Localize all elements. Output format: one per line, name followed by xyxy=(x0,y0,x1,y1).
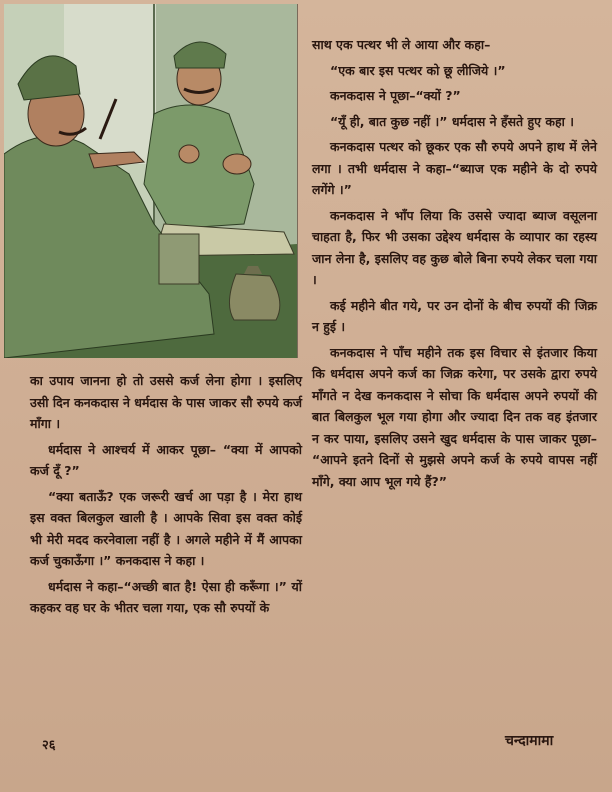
story-illustration xyxy=(4,4,298,358)
left-text-column xyxy=(30,370,302,623)
paragraph: धर्मदास ने कहा–“अच्छी बात है! ऐसा ही करूँगा ।” यों कहकर वह घर के भीतर चला गया, एक सौ रुपयों के xyxy=(30,578,302,615)
magazine-name: चन्दामामा xyxy=(505,733,554,749)
paragraph: कई महीने बीत गये, पर उन दोनों के बीच रुपयों की जिक्र न हुई । xyxy=(312,297,597,334)
paragraph: “क्या बताऊँ? एक जरूरी खर्च आ पड़ा है । मेरा हाथ इस वक्त बिलकुल खाली है । आपके सिवा इस वक्त कोई भी मेरी मदद करनेवाला नहीं है । अगले महीने में मैं आपका कर्ज चुकाऊँगा ।” कनकदास ने कहा । xyxy=(30,488,302,568)
paragraph: धर्मदास ने आश्चर्य में आकर पूछा– “क्या में आपको कर्ज दूँ ?” xyxy=(30,441,302,478)
page-number: २६ xyxy=(42,738,56,753)
right-text-column xyxy=(312,34,597,496)
paragraph: का उपाय जानना हो तो उससे कर्ज लेना होगा । इसलिए उसी दिन कनकदास ने धर्मदास के पास जाकर सौ रुपये कर्ज माँगा । xyxy=(30,373,302,431)
paragraph: साथ एक पत्थर भी ले आया और कहा– xyxy=(312,37,491,52)
paragraph: कनकदास ने पाँच महीने तक इस विचार से इंतजार किया कि धर्मदास अपने कर्ज का जिक्र करेगा, पर उसके द्वारा रुपये माँगते न देख कनकदास ने सोचा कि धर्मदास अपने रुपयों की बात बिलकुल भूल गया होगा और ज्यादा दिन तक वह इंतजार न कर पाया, इसलिए उसने खुद धर्मदास के पास जाकर पूछा– “आपने इतने दिनों से मुझसे अपने कर्ज के रुपये वापस नहीं माँगे, क्या आप भूल गये हैं?” xyxy=(312,344,597,489)
paragraph: “एक बार इस पत्थर को छू लीजिये ।” xyxy=(330,62,506,78)
paragraph: “यूँ ही, बात कुछ नहीं ।” धर्मदास ने हँसते हुए कहा । xyxy=(330,113,574,129)
paragraph: कनकदास पत्थर को छूकर एक सौ रुपये अपने हाथ में लेने लगा । तभी धर्मदास ने कहा–“ब्याज एक महीने के दो रुपये लगेंगे ।” xyxy=(312,139,597,197)
paragraph: कनकदास ने भाँप लिया कि उससे ज्यादा ब्याज वसूलना चाहता है, फिर भी उसका उद्देश्य धर्मदास के व्यापार का रहस्य जान लेना है, इसलिए वह कुछ बोले बिना रुपये लेकर चला गया । xyxy=(312,207,597,287)
two-men-talking-illustration xyxy=(4,4,297,358)
paragraph: कनकदास ने पूछा–“क्यों ?” xyxy=(330,88,461,103)
